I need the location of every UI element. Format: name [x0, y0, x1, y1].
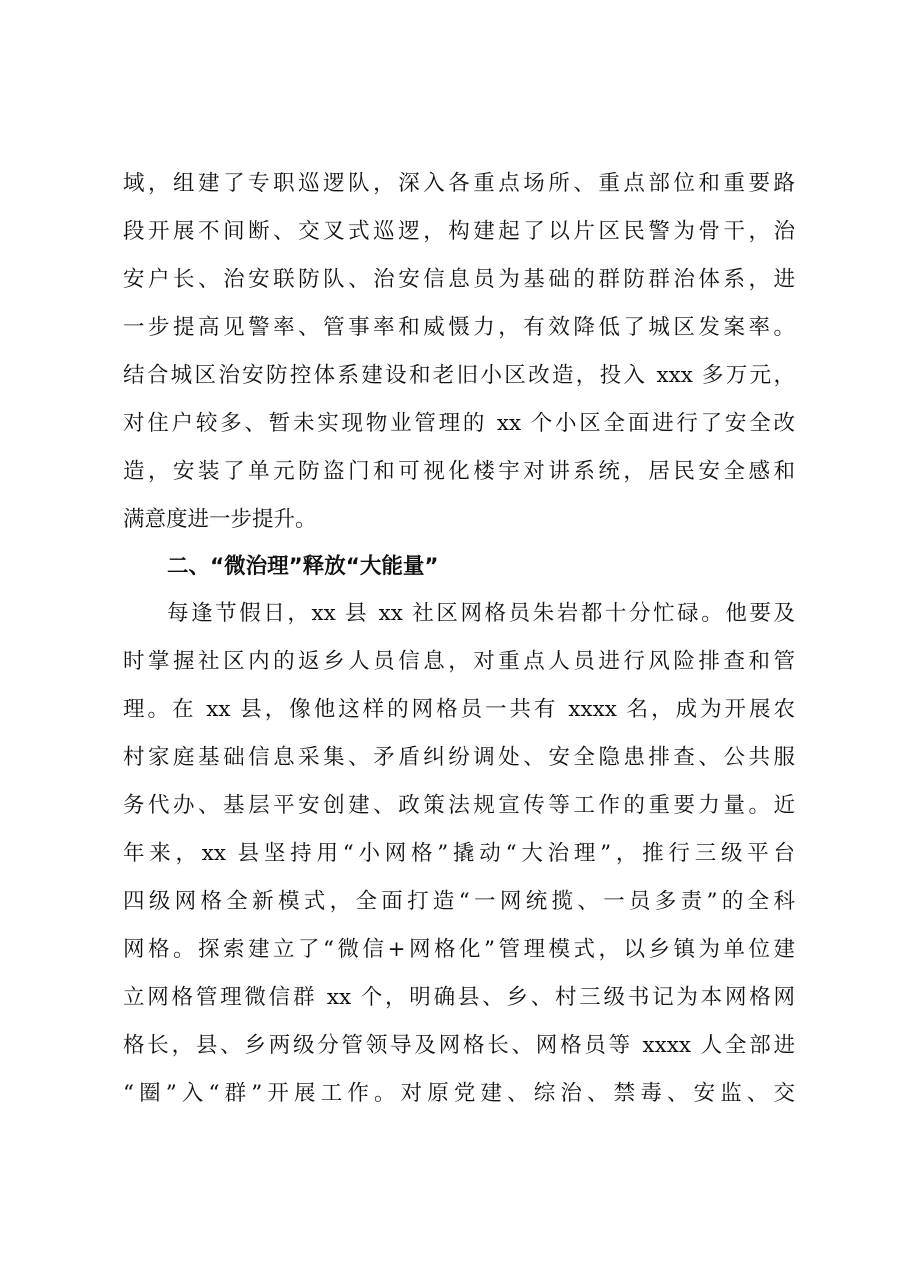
- paragraph-line: 造，安装了单元防盗门和可视化楼宇对讲系统，居民安全感和: [123, 459, 795, 484]
- paragraph-line: 满意度进一步提升。: [123, 507, 317, 532]
- paragraph-line: 段开展不间断、交叉式巡逻，构建起了以片区民警为骨干，治: [123, 219, 795, 244]
- paragraph-line: 理。在 xx 县，像他这样的网格员一共有 xxxx 名，成为开展农: [123, 697, 795, 722]
- paragraph-line: 结合城区治安防控体系建设和老旧小区改造，投入 xxx 多万元，: [123, 363, 795, 388]
- paragraph-line: 每逢节假日，xx 县 xx 社区网格员朱岩都十分忙碌。他要及: [167, 601, 795, 626]
- paragraph-line: 务代办、基层平安创建、政策法规宣传等工作的重要力量。近: [123, 793, 795, 818]
- paragraph-line: 网格。探索建立了“微信+网格化”管理模式，以乡镇为单位建: [123, 937, 795, 962]
- paragraph-line: 域，组建了专职巡逻队，深入各重点场所、重点部位和重要路: [123, 171, 795, 196]
- paragraph-line: 村家庭基础信息采集、矛盾纠纷调处、安全隐患排查、公共服: [123, 745, 795, 770]
- paragraph-line: 年来，xx 县坚持用“小网格”撬动“大治理”，推行三级平台: [123, 841, 795, 866]
- paragraph-line: 安户长、治安联防队、治安信息员为基础的群防群治体系，进: [123, 267, 795, 292]
- paragraph-line: 四级网格全新模式，全面打造“一网统揽、一员多责”的全科: [123, 889, 795, 914]
- paragraph-line: 时掌握社区内的返乡人员信息，对重点人员进行风险排查和管: [123, 649, 795, 674]
- section-heading: 二、“微治理”释放“大能量”: [167, 554, 439, 579]
- paragraph-line: 一步提高见警率、管事率和威慑力，有效降低了城区发案率。: [123, 315, 795, 340]
- paragraph-line: 对住户较多、暂未实现物业管理的 xx 个小区全面进行了安全改: [123, 411, 795, 436]
- paragraph-line: 立网格管理微信群 xx 个，明确县、乡、村三级书记为本网格网: [123, 985, 795, 1010]
- paragraph-line: “圈”入“群”开展工作。对原党建、综治、禁毒、安监、交: [123, 1081, 795, 1106]
- paragraph-line: 格长，县、乡两级分管领导及网格长、网格员等 xxxx 人全部进: [123, 1033, 795, 1058]
